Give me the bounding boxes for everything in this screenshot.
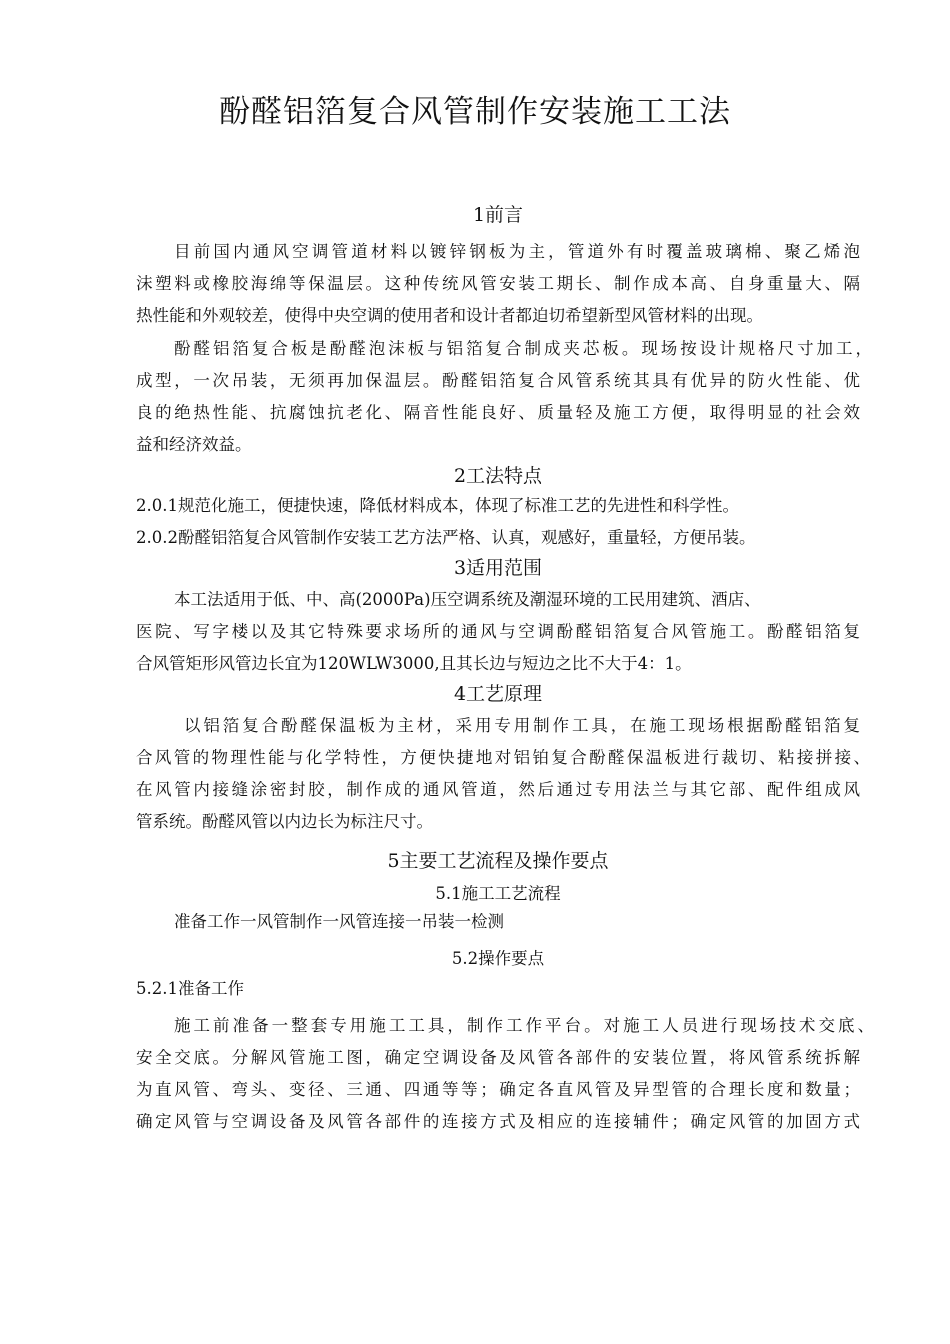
paragraph-line: 管系统。酚醛风管以内边长为标注尺寸。 [136, 812, 433, 831]
feature-item: 2.0.1规范化施工，便捷快速，降低材料成本，体现了标准工艺的先进性和科学性。 [136, 496, 739, 515]
section-heading-preface: 1前言 [472, 204, 524, 226]
paragraph-line: 沫塑料或橡胶海绵等保温层。这种传统风管安装工期长、制作成本高、自身重量大、隔 [136, 274, 860, 293]
section-heading-process: 5主要工艺流程及操作要点 [387, 850, 609, 872]
section-heading-principle: 4工艺原理 [453, 683, 543, 705]
paragraph-line: 益和经济效益。 [136, 435, 252, 454]
paragraph-line: 施工前准备一整套专用施工工具，制作工作平台。对施工人员进行现场技术交底、 [174, 1016, 874, 1035]
paragraph-line: 确定风管与空调设备及风管各部件的连接方式及相应的连接辅件；确定风管的加固方式 [136, 1112, 860, 1131]
paragraph-line: 热性能和外观较差，使得中央空调的使用者和设计者都迫切希望新型风管材料的出现。 [136, 306, 763, 325]
subsection-heading-flow: 5.1施工工艺流程 [435, 884, 561, 903]
paragraph-line: 在风管内接缝涂密封胶，制作成的通风管道，然后通过专用法兰与其它部、配件组成风 [136, 780, 860, 799]
process-flow-text: 准备工作一风管制作一风管连接一吊装一检测 [174, 912, 504, 931]
section-heading-features: 2工法特点 [453, 465, 543, 487]
paragraph-line: 以铝箔复合酚醛保温板为主材，采用专用制作工具，在施工现场根据酚醛铝箔复 [184, 716, 860, 735]
subsection-heading-key-points: 5.2操作要点 [451, 949, 545, 968]
paragraph-line: 酚醛铝箔复合板是酚醛泡沫板与铝箔复合制成夹芯板。现场按设计规格尺寸加工， [174, 339, 872, 358]
paragraph-line: 合风管的物理性能与化学特性，方便快捷地对铝铂复合酚醛保温板进行裁切、粘接拼接、 [136, 748, 870, 767]
item-heading-preparation: 5.2.1准备工作 [136, 979, 244, 998]
paragraph-line: 成型，一次吊装，无须再加保温层。酚醛铝箔复合风管系统其具有优异的防火性能、优 [136, 371, 860, 390]
section-heading-scope: 3适用范围 [453, 557, 543, 579]
paragraph-line: 目前国内通风空调管道材料以镀锌钢板为主，管道外有时覆盖玻璃棉、聚乙烯泡 [174, 242, 860, 261]
paragraph-line: 合风管矩形风管边长宜为120WLW3000,且其长边与短边之比不大于4：1。 [136, 654, 692, 673]
feature-item: 2.0.2酚醛铝箔复合风管制作安装工艺方法严格、认真，观感好，重量轻，方便吊装。 [136, 528, 756, 547]
paragraph-line: 为直风管、弯头、变径、三通、四通等等；确定各直风管及异型管的合理长度和数量； [136, 1080, 860, 1099]
document-title: 酚醛铝箔复合风管制作安装施工工法 [219, 94, 731, 130]
paragraph-line: 医院、写字楼以及其它特殊要求场所的通风与空调酚醛铝箔复合风管施工。酚醛铝箔复 [136, 622, 860, 641]
paragraph-line: 良的绝热性能、抗腐蚀抗老化、隔音性能良好、质量轻及施工方便，取得明显的社会效 [136, 403, 860, 422]
paragraph-line: 本工法适用于低、中、高(2000Pa)压空调系统及潮湿环境的工民用建筑、酒店、 [174, 590, 761, 609]
paragraph-line: 安全交底。分解风管施工图，确定空调设备及风管各部件的安装位置，将风管系统拆解 [136, 1048, 860, 1067]
